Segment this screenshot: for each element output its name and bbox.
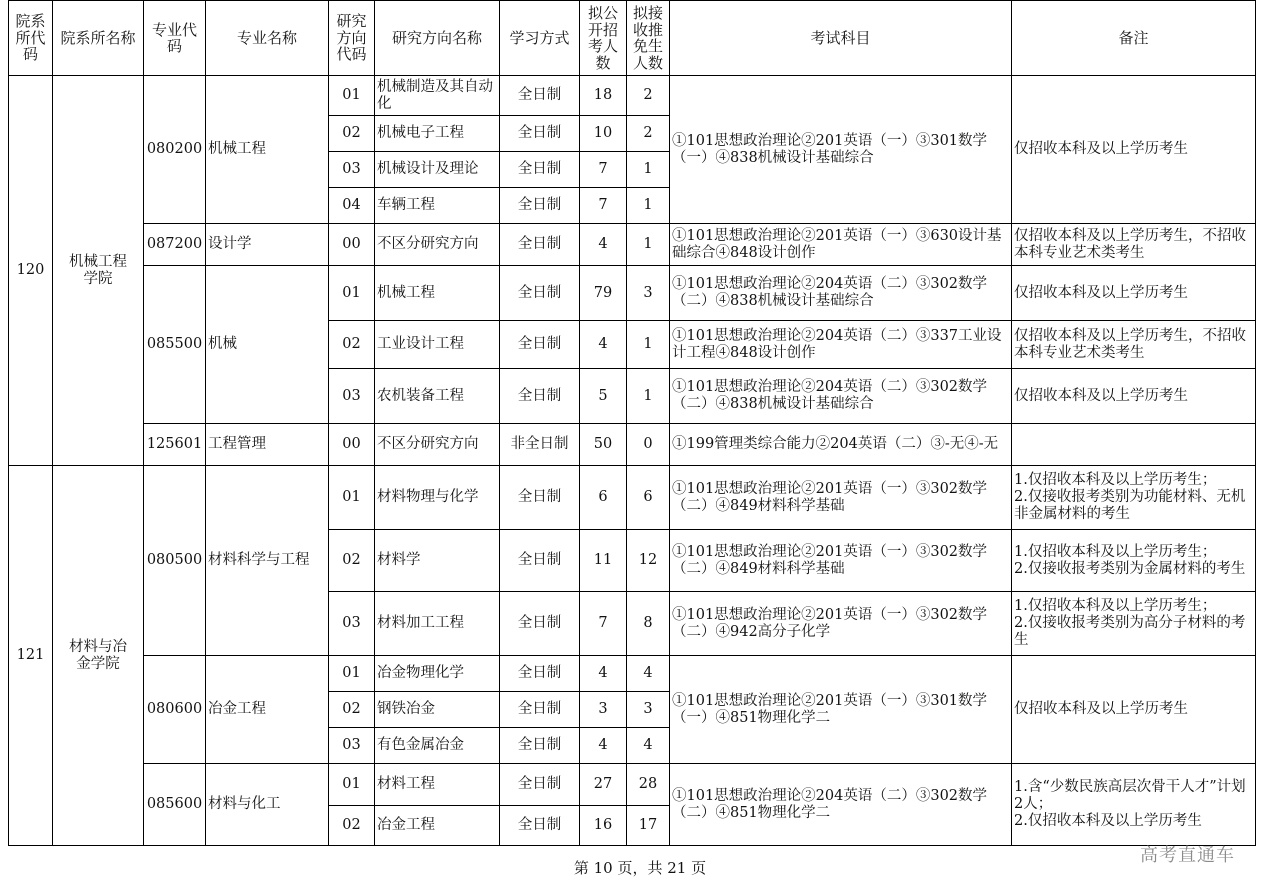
study-mode-cell: 全日制	[500, 592, 580, 656]
study-mode-cell: 全日制	[500, 530, 580, 592]
exempt-cell: 3	[627, 266, 670, 321]
header-dir-name: 研究方向名称	[375, 1, 500, 76]
exempt-cell: 17	[627, 806, 670, 846]
dir-name-cell: 工业设计工程	[375, 321, 500, 369]
exempt-cell: 4	[627, 656, 670, 692]
table-row	[9, 266, 1256, 321]
exempt-cell: 8	[627, 592, 670, 656]
subjects-cell: ①101思想政治理论②201英语（一）③301数学（一）④851物理化学二	[670, 656, 1012, 764]
dir-name-cell: 冶金工程	[375, 806, 500, 846]
enroll-cell: 16	[580, 806, 627, 846]
remarks-cell: 1.仅招收本科及以上学历考生； 2.仅接收报考类别为功能材料、无机非金属材料的考生	[1012, 466, 1256, 530]
subjects-cell: ①101思想政治理论②201英语（一）③302数学（二）④849材料科学基础	[670, 530, 1012, 592]
dir-code-cell: 01	[329, 76, 375, 116]
dir-name-cell: 农机装备工程	[375, 369, 500, 424]
study-mode-cell: 全日制	[500, 692, 580, 728]
dir-code-cell: 02	[329, 530, 375, 592]
dir-code-cell: 02	[329, 321, 375, 369]
remarks-cell: 1.含“少数民族高层次骨干人才”计划2人； 2.仅招收本科及以上学历考生	[1012, 764, 1256, 846]
subjects-cell: ①199管理类综合能力②204英语（二）③-无④-无	[670, 424, 1012, 466]
header-dir-code: 研究方向代码	[329, 1, 375, 76]
dir-name-cell: 机械设计及理论	[375, 152, 500, 188]
remarks-cell: 仅招收本科及以上学历考生，不招收本科专业艺术类考生	[1012, 321, 1256, 369]
table-row	[9, 764, 1256, 806]
enroll-cell: 4	[580, 224, 627, 266]
exempt-cell: 2	[627, 116, 670, 152]
subjects-cell: ①101思想政治理论②204英语（二）③302数学（二）④851物理化学二	[670, 764, 1012, 846]
exempt-cell: 12	[627, 530, 670, 592]
dir-name-cell: 材料加工工程	[375, 592, 500, 656]
enroll-cell: 27	[580, 764, 627, 806]
table-row	[9, 424, 1256, 466]
study-mode-cell: 全日制	[500, 152, 580, 188]
dir-code-cell: 00	[329, 424, 375, 466]
study-mode-cell: 全日制	[500, 321, 580, 369]
header-major-name: 专业名称	[206, 1, 329, 76]
study-mode-cell: 全日制	[500, 466, 580, 530]
exempt-cell: 2	[627, 76, 670, 116]
header-dept-name: 院系所名称	[53, 1, 144, 76]
major-code-cell: 080200	[144, 76, 206, 224]
subjects-cell: ①101思想政治理论②204英语（二）③337工业设计工程④848设计创作	[670, 321, 1012, 369]
study-mode-cell: 全日制	[500, 224, 580, 266]
dir-name-cell: 冶金物理化学	[375, 656, 500, 692]
table-row	[9, 224, 1256, 266]
dept-name-cell: 机械工程学院	[53, 76, 144, 466]
header-subjects: 考试科目	[670, 1, 1012, 76]
table-row	[9, 76, 1256, 116]
study-mode-cell: 全日制	[500, 656, 580, 692]
dir-code-cell: 03	[329, 369, 375, 424]
exempt-cell: 6	[627, 466, 670, 530]
dir-name-cell: 材料学	[375, 530, 500, 592]
subjects-cell: ①101思想政治理论②201英语（一）③301数学（一）④838机械设计基础综合	[670, 76, 1012, 224]
subjects-cell: ①101思想政治理论②204英语（二）③302数学（二）④838机械设计基础综合	[670, 266, 1012, 321]
enroll-cell: 10	[580, 116, 627, 152]
dir-name-cell: 车辆工程	[375, 188, 500, 224]
study-mode-cell: 全日制	[500, 188, 580, 224]
enroll-cell: 11	[580, 530, 627, 592]
dir-code-cell: 03	[329, 152, 375, 188]
admissions-table	[8, 0, 1256, 846]
enroll-cell: 3	[580, 692, 627, 728]
watermark: 高考直通车	[1140, 845, 1235, 866]
dir-code-cell: 02	[329, 692, 375, 728]
header-major-code: 专业代码	[144, 1, 206, 76]
dir-name-cell: 材料物理与化学	[375, 466, 500, 530]
study-mode-cell: 全日制	[500, 116, 580, 152]
exempt-cell: 1	[627, 224, 670, 266]
major-code-cell: 087200	[144, 224, 206, 266]
enroll-cell: 4	[580, 728, 627, 764]
table-row	[9, 656, 1256, 692]
dir-code-cell: 02	[329, 116, 375, 152]
major-name-cell: 工程管理	[206, 424, 329, 466]
dir-code-cell: 02	[329, 806, 375, 846]
dir-name-cell: 机械电子工程	[375, 116, 500, 152]
exempt-cell: 1	[627, 369, 670, 424]
study-mode-cell: 全日制	[500, 728, 580, 764]
dir-code-cell: 03	[329, 592, 375, 656]
exempt-cell: 0	[627, 424, 670, 466]
remarks-cell: 仅招收本科及以上学历考生	[1012, 76, 1256, 224]
exempt-cell: 3	[627, 692, 670, 728]
major-name-cell: 冶金工程	[206, 656, 329, 764]
remarks-cell: 仅招收本科及以上学历考生	[1012, 369, 1256, 424]
major-name-cell: 材料与化工	[206, 764, 329, 846]
header-remarks: 备注	[1012, 1, 1256, 76]
table-row	[9, 466, 1256, 530]
subjects-cell: ①101思想政治理论②201英语（一）③302数学（二）④942高分子化学	[670, 592, 1012, 656]
major-code-cell: 080500	[144, 466, 206, 656]
remarks-cell: 仅招收本科及以上学历考生	[1012, 266, 1256, 321]
study-mode-cell: 全日制	[500, 806, 580, 846]
dir-name-cell: 材料工程	[375, 764, 500, 806]
enroll-cell: 79	[580, 266, 627, 321]
major-name-cell: 机械工程	[206, 76, 329, 224]
header-dept-code: 院系所代码	[9, 1, 53, 76]
exempt-cell: 28	[627, 764, 670, 806]
study-mode-cell: 全日制	[500, 266, 580, 321]
major-name-cell: 机械	[206, 266, 329, 424]
major-code-cell: 085500	[144, 266, 206, 424]
enroll-cell: 4	[580, 656, 627, 692]
major-name-cell: 设计学	[206, 224, 329, 266]
page-footer: 第 10 页，共 21 页	[573, 859, 707, 877]
subjects-cell: ①101思想政治理论②201英语（一）③302数学（二）④849材料科学基础	[670, 466, 1012, 530]
remarks-cell: 仅招收本科及以上学历考生	[1012, 656, 1256, 764]
dir-name-cell: 不区分研究方向	[375, 224, 500, 266]
dir-code-cell: 01	[329, 764, 375, 806]
header-exempt: 拟接收推免生人数	[627, 1, 670, 76]
header-study-mode: 学习方式	[500, 1, 580, 76]
enroll-cell: 4	[580, 321, 627, 369]
enroll-cell: 18	[580, 76, 627, 116]
dir-name-cell: 不区分研究方向	[375, 424, 500, 466]
subjects-cell: ①101思想政治理论②204英语（二）③302数学（二）④838机械设计基础综合	[670, 369, 1012, 424]
dir-code-cell: 04	[329, 188, 375, 224]
dept-code-cell: 120	[9, 76, 53, 466]
study-mode-cell: 全日制	[500, 764, 580, 806]
exempt-cell: 1	[627, 321, 670, 369]
remarks-cell: 1.仅招收本科及以上学历考生； 2.仅接收报考类别为高分子材料的考生	[1012, 592, 1256, 656]
major-code-cell: 080600	[144, 656, 206, 764]
header-enroll: 拟公开招考人数	[580, 1, 627, 76]
exempt-cell: 1	[627, 152, 670, 188]
remarks-cell: 1.仅招收本科及以上学历考生； 2.仅接收报考类别为金属材料的考生	[1012, 530, 1256, 592]
exempt-cell: 4	[627, 728, 670, 764]
major-code-cell: 085600	[144, 764, 206, 846]
dept-name-cell: 材料与冶金学院	[53, 466, 144, 846]
header-row	[9, 1, 1256, 76]
remarks-cell: 仅招收本科及以上学历考生，不招收本科专业艺术类考生	[1012, 224, 1256, 266]
study-mode-cell: 全日制	[500, 76, 580, 116]
dir-code-cell: 01	[329, 656, 375, 692]
exempt-cell: 1	[627, 188, 670, 224]
subjects-cell: ①101思想政治理论②201英语（一）③630设计基础综合④848设计创作	[670, 224, 1012, 266]
study-mode-cell: 非全日制	[500, 424, 580, 466]
dir-code-cell: 03	[329, 728, 375, 764]
major-code-cell: 125601	[144, 424, 206, 466]
enroll-cell: 6	[580, 466, 627, 530]
table-body	[9, 76, 1256, 846]
dir-name-cell: 机械制造及其自动化	[375, 76, 500, 116]
enroll-cell: 50	[580, 424, 627, 466]
dir-name-cell: 钢铁冶金	[375, 692, 500, 728]
enroll-cell: 7	[580, 188, 627, 224]
study-mode-cell: 全日制	[500, 369, 580, 424]
dir-name-cell: 机械工程	[375, 266, 500, 321]
remarks-cell	[1012, 424, 1256, 466]
dir-code-cell: 00	[329, 224, 375, 266]
enroll-cell: 5	[580, 369, 627, 424]
dept-code-cell: 121	[9, 466, 53, 846]
dir-code-cell: 01	[329, 266, 375, 321]
enroll-cell: 7	[580, 592, 627, 656]
enroll-cell: 7	[580, 152, 627, 188]
dir-name-cell: 有色金属冶金	[375, 728, 500, 764]
major-name-cell: 材料科学与工程	[206, 466, 329, 656]
dir-code-cell: 01	[329, 466, 375, 530]
